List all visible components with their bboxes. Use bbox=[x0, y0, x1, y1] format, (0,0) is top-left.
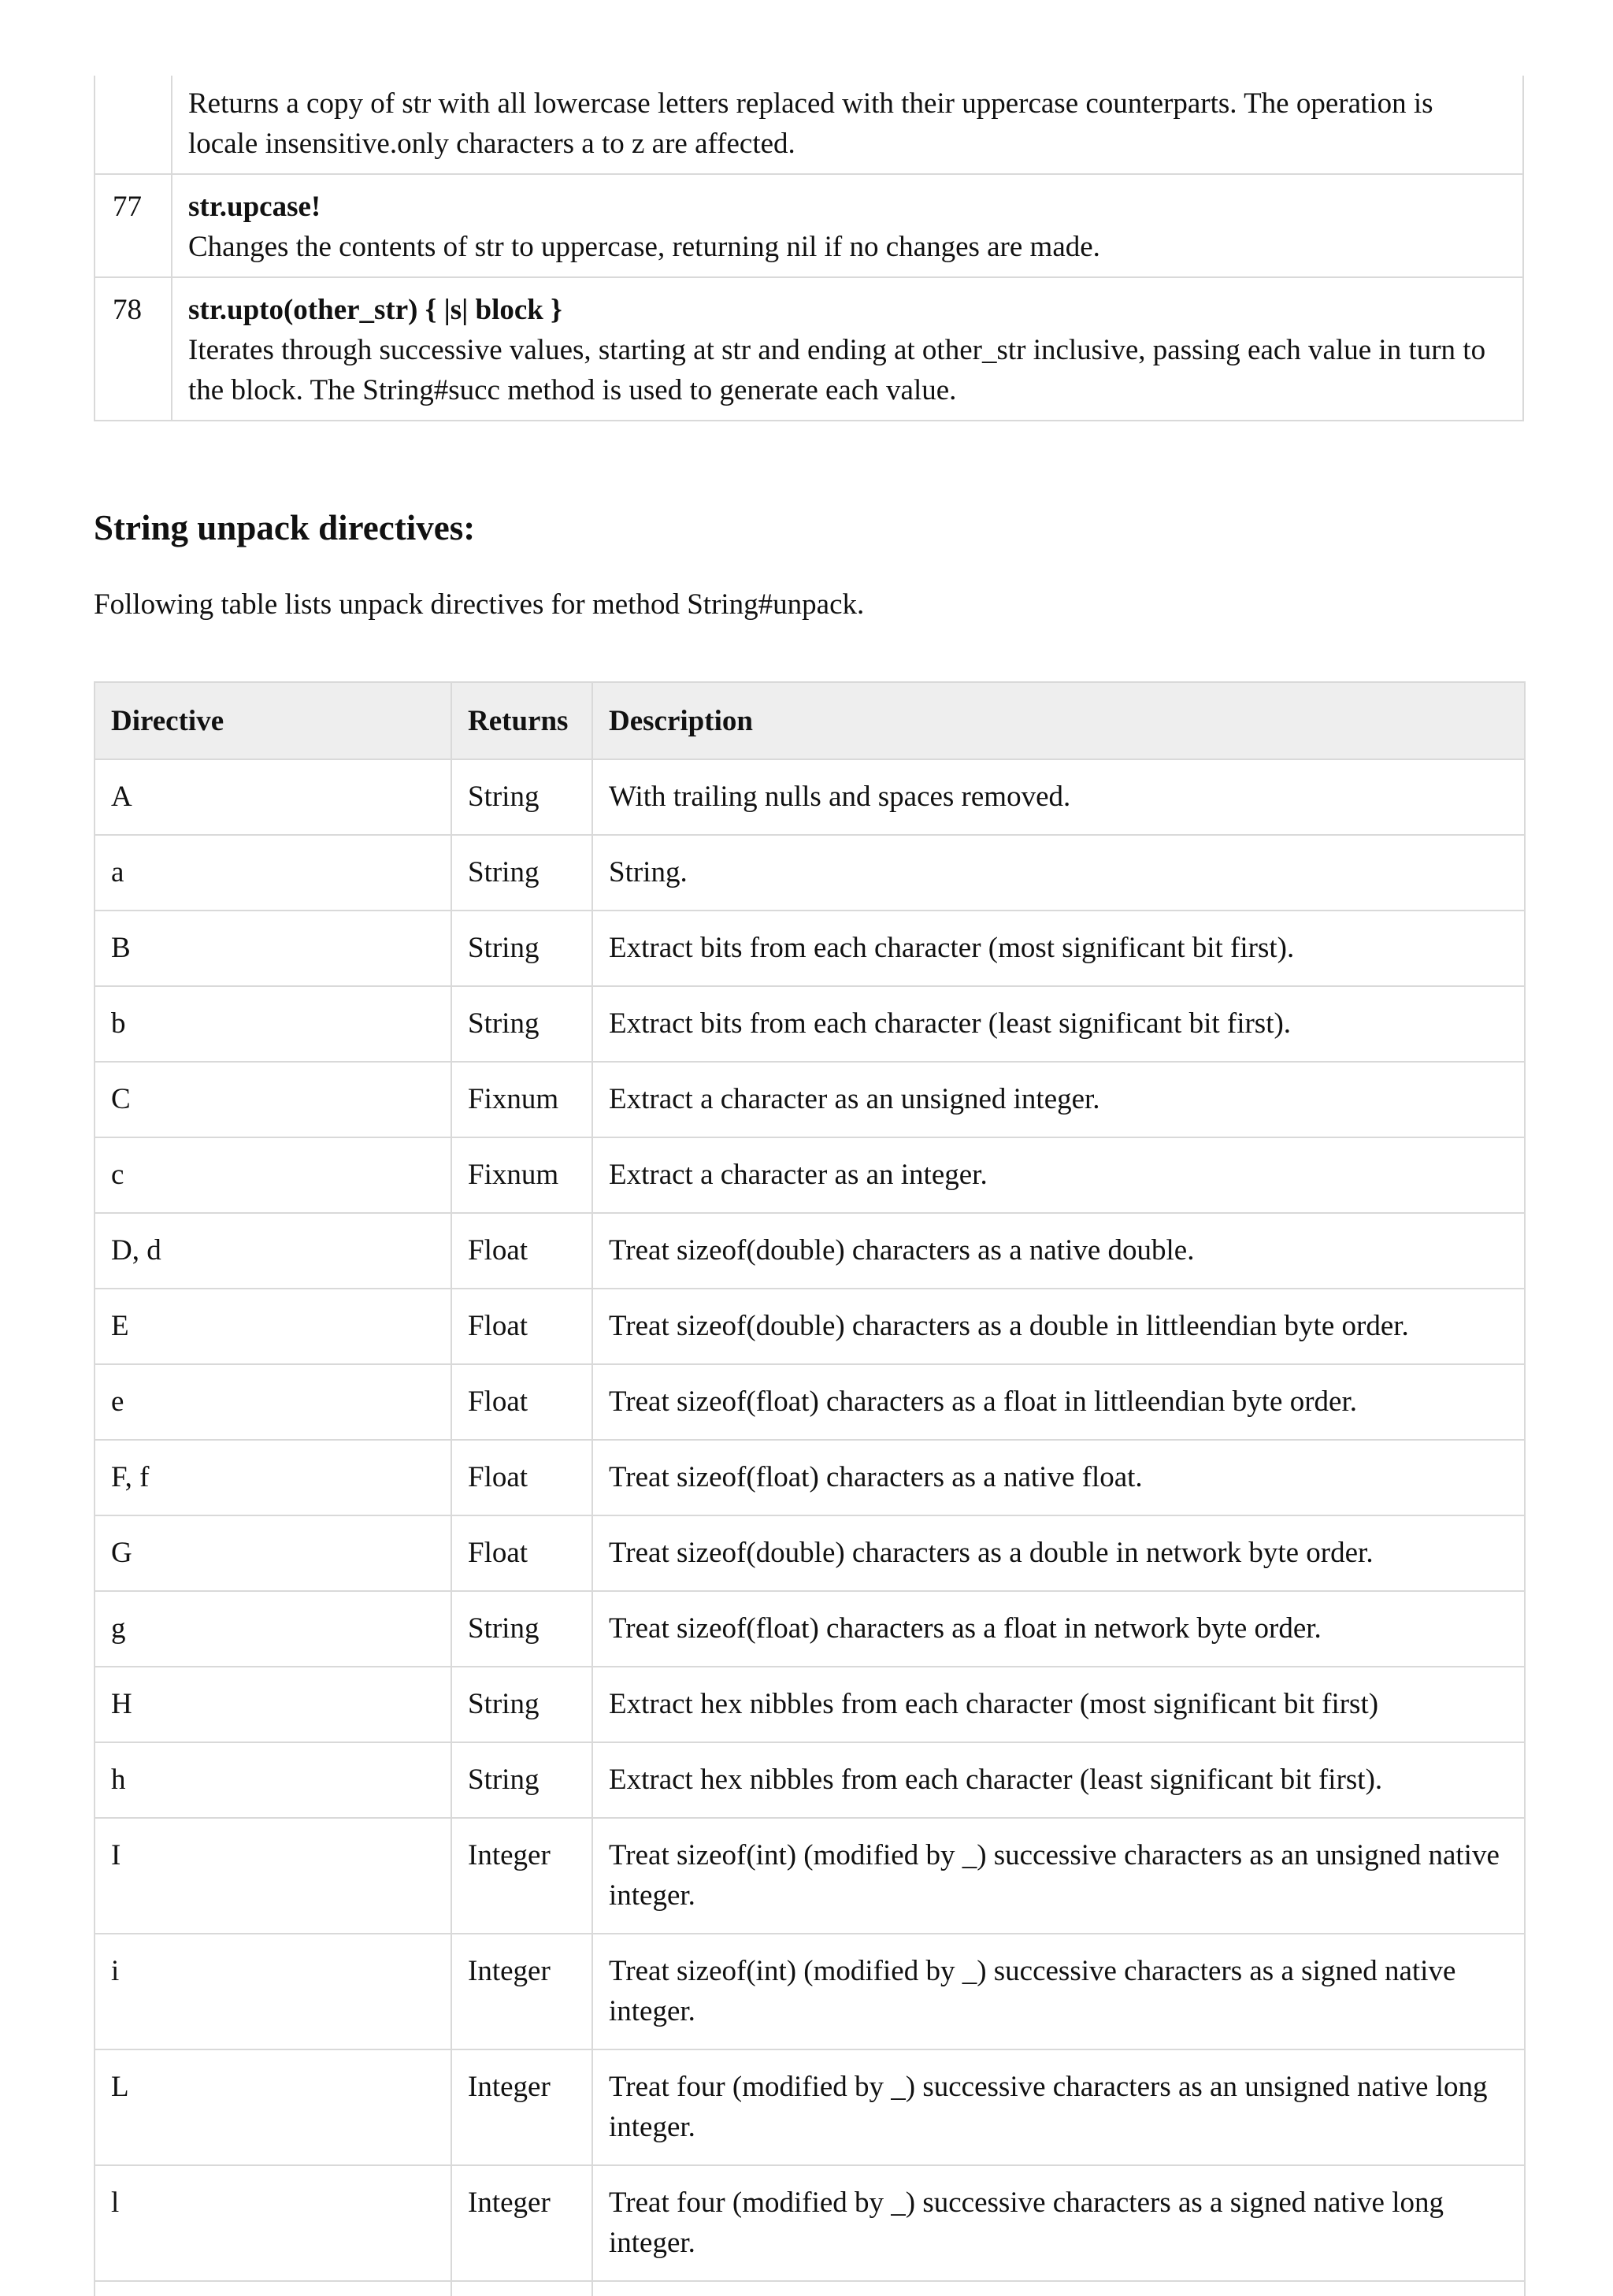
table-row-partial bbox=[95, 2281, 1525, 2296]
returns-cell: Float bbox=[451, 1213, 592, 1289]
table-row bbox=[95, 759, 1525, 835]
description-cell: Treat sizeof(double) characters as a double in network byte order. bbox=[592, 1515, 1525, 1591]
method-description: Iterates through successive values, starting at str and ending at other_str inclusive, passing each value in turn to the block. The String#succ method is used to generate each value. bbox=[188, 334, 1486, 406]
description-cell: Extract a character as an integer. bbox=[592, 1137, 1525, 1213]
returns-cell: String bbox=[451, 835, 592, 911]
method-cell bbox=[172, 174, 1523, 277]
directives-table bbox=[94, 681, 1526, 2296]
table-row bbox=[95, 1062, 1525, 1137]
table-row bbox=[95, 1818, 1525, 1934]
table-row bbox=[95, 1515, 1525, 1591]
directive-cell: a bbox=[95, 835, 451, 911]
returns-cell: Float bbox=[451, 1440, 592, 1515]
method-name: str.upcase! bbox=[188, 191, 321, 223]
table-row bbox=[95, 911, 1525, 986]
table-row bbox=[95, 1934, 1525, 2049]
returns-cell: String bbox=[451, 911, 592, 986]
row-number: 78 bbox=[95, 277, 172, 421]
directive-cell: i bbox=[95, 1934, 451, 2049]
table-row bbox=[95, 1440, 1525, 1515]
description-cell: Treat sizeof(double) characters as a double in littleendian byte order. bbox=[592, 1289, 1525, 1364]
directive-cell: C bbox=[95, 1062, 451, 1137]
method-cell bbox=[172, 76, 1523, 174]
description-cell: With trailing nulls and spaces removed. bbox=[592, 759, 1525, 835]
directive-cell: A bbox=[95, 759, 451, 835]
description-cell: Treat sizeof(int) (modified by _) successive characters as an unsigned native integer. bbox=[592, 1818, 1525, 1934]
directive-cell: D, d bbox=[95, 1213, 451, 1289]
returns-cell: String bbox=[451, 1667, 592, 1742]
row-number bbox=[95, 76, 172, 174]
header-description: Description bbox=[592, 682, 1525, 759]
directive-cell: b bbox=[95, 986, 451, 1062]
returns-cell: Integer bbox=[451, 2049, 592, 2165]
description-cell: Extract hex nibbles from each character (least significant bit first). bbox=[592, 1742, 1525, 1818]
returns-cell: Fixnum bbox=[451, 1062, 592, 1137]
table-row bbox=[95, 1213, 1525, 1289]
table-row bbox=[95, 1289, 1525, 1364]
description-cell: Treat sizeof(double) characters as a native double. bbox=[592, 1213, 1525, 1289]
directive-cell: G bbox=[95, 1515, 451, 1591]
returns-cell: String bbox=[451, 1591, 592, 1667]
returns-cell: Float bbox=[451, 1515, 592, 1591]
returns-cell: Integer bbox=[451, 2165, 592, 2281]
table-row bbox=[95, 1364, 1525, 1440]
table-row bbox=[95, 1591, 1525, 1667]
method-cell bbox=[172, 277, 1523, 421]
directive-cell: L bbox=[95, 2049, 451, 2165]
returns-cell: Float bbox=[451, 1289, 592, 1364]
description-cell: Treat four (modified by _) successive characters as an unsigned native long integer. bbox=[592, 2049, 1525, 2165]
returns-cell: Integer bbox=[451, 1934, 592, 2049]
table-row bbox=[95, 986, 1525, 1062]
table-row bbox=[95, 1137, 1525, 1213]
description-cell: Treat sizeof(float) characters as a float in littleendian byte order. bbox=[592, 1364, 1525, 1440]
methods-table bbox=[94, 76, 1524, 421]
table-row bbox=[95, 1667, 1525, 1742]
method-description: Changes the contents of str to uppercase, returning nil if no changes are made. bbox=[188, 231, 1100, 263]
table-header-row bbox=[95, 682, 1525, 759]
returns-cell: Float bbox=[451, 1364, 592, 1440]
header-returns: Returns bbox=[451, 682, 592, 759]
directive-cell: E bbox=[95, 1289, 451, 1364]
intro-paragraph: Following table lists unpack directives for method String#unpack. bbox=[94, 588, 865, 621]
directive-cell: g bbox=[95, 1591, 451, 1667]
description-cell: Treat sizeof(int) (modified by _) successive characters as a signed native integer. bbox=[592, 1934, 1525, 2049]
table-row bbox=[95, 2049, 1525, 2165]
table-row bbox=[95, 835, 1525, 911]
directive-cell: h bbox=[95, 1742, 451, 1818]
directive-cell: H bbox=[95, 1667, 451, 1742]
description-cell: String. bbox=[592, 835, 1525, 911]
empty-cell bbox=[95, 2281, 451, 2296]
directive-cell: l bbox=[95, 2165, 451, 2281]
returns-cell: String bbox=[451, 759, 592, 835]
returns-cell: Fixnum bbox=[451, 1137, 592, 1213]
empty-cell bbox=[592, 2281, 1525, 2296]
description-cell: Treat sizeof(float) characters as a float in network byte order. bbox=[592, 1591, 1525, 1667]
empty-cell bbox=[451, 2281, 592, 2296]
description-cell: Extract hex nibbles from each character (most significant bit first) bbox=[592, 1667, 1525, 1742]
description-cell: Treat four (modified by _) successive characters as a signed native long integer. bbox=[592, 2165, 1525, 2281]
returns-cell: Integer bbox=[451, 1818, 592, 1934]
method-name: str.upto(other_str) { |s| block } bbox=[188, 294, 562, 326]
directive-cell: I bbox=[95, 1818, 451, 1934]
directive-cell: B bbox=[95, 911, 451, 986]
description-cell: Extract a character as an unsigned integer. bbox=[592, 1062, 1525, 1137]
description-cell: Extract bits from each character (most significant bit first). bbox=[592, 911, 1525, 986]
directive-cell: e bbox=[95, 1364, 451, 1440]
directive-cell: c bbox=[95, 1137, 451, 1213]
table-row bbox=[95, 2165, 1525, 2281]
returns-cell: String bbox=[451, 1742, 592, 1818]
directive-cell: F, f bbox=[95, 1440, 451, 1515]
description-cell: Treat sizeof(float) characters as a native float. bbox=[592, 1440, 1525, 1515]
table-row bbox=[95, 76, 1523, 174]
header-directive: Directive bbox=[95, 682, 451, 759]
table-row bbox=[95, 277, 1523, 421]
table-row bbox=[95, 174, 1523, 277]
description-cell: Extract bits from each character (least significant bit first). bbox=[592, 986, 1525, 1062]
section-heading: String unpack directives: bbox=[94, 508, 476, 547]
method-description: Returns a copy of str with all lowercase letters replaced with their uppercase counterparts. The operation is locale insensitive.only characters a to z are affected. bbox=[188, 87, 1433, 160]
row-number: 77 bbox=[95, 174, 172, 277]
table-row bbox=[95, 1742, 1525, 1818]
returns-cell: String bbox=[451, 986, 592, 1062]
